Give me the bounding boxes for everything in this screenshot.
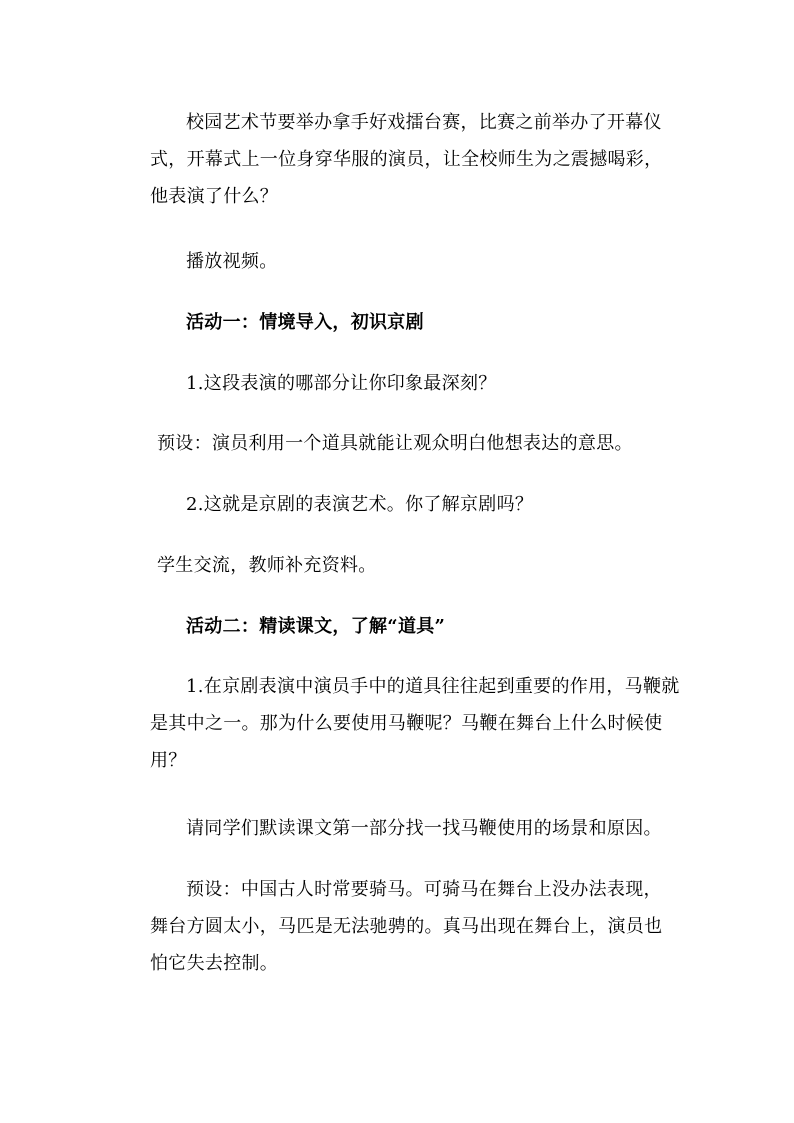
play-video-paragraph: 播放视频。 — [186, 251, 278, 272]
question-three-paragraph: 1.在京剧表演中演员手中的道具往往起到重要的作用，马鞭就是其中之一。那为什么要使用马鞭呢？马鞭在舞台上什么时候使用？ — [150, 676, 680, 771]
question-two-paragraph: 2.这就是京剧的表演艺术。你了解京剧吗？ — [186, 494, 534, 515]
question-one-paragraph: 1.这段表演的哪部分让你印象最深刻？ — [186, 373, 497, 394]
student-exchange-paragraph: 学生交流，教师补充资料。 — [157, 555, 377, 576]
reading-instruction-paragraph: 请同学们默读课文第一部分找一找马鞭使用的场景和原因。 — [186, 818, 662, 839]
preset-one-paragraph: 预设：演员利用一个道具就能让观众明白他想表达的意思。 — [157, 433, 633, 454]
activity-one-heading: 活动一：情境导入，初识京剧 — [186, 312, 424, 333]
intro-paragraph: 校园艺术节要举办拿手好戏擂台赛，比赛之前举办了开幕仪式，开幕式上一位身穿华服的演员，让全校师生为之震撼喝彩，他表演了什么？ — [150, 112, 663, 207]
activity-two-heading: 活动二：精读课文，了解“道具” — [186, 616, 446, 637]
preset-two-paragraph: 预设：中国古人时常要骑马。可骑马在舞台上没办法表现，舞台方圆太小，马匹是无法驰骋的。真马出现在舞台上，演员也怕它失去控制。 — [150, 879, 663, 974]
